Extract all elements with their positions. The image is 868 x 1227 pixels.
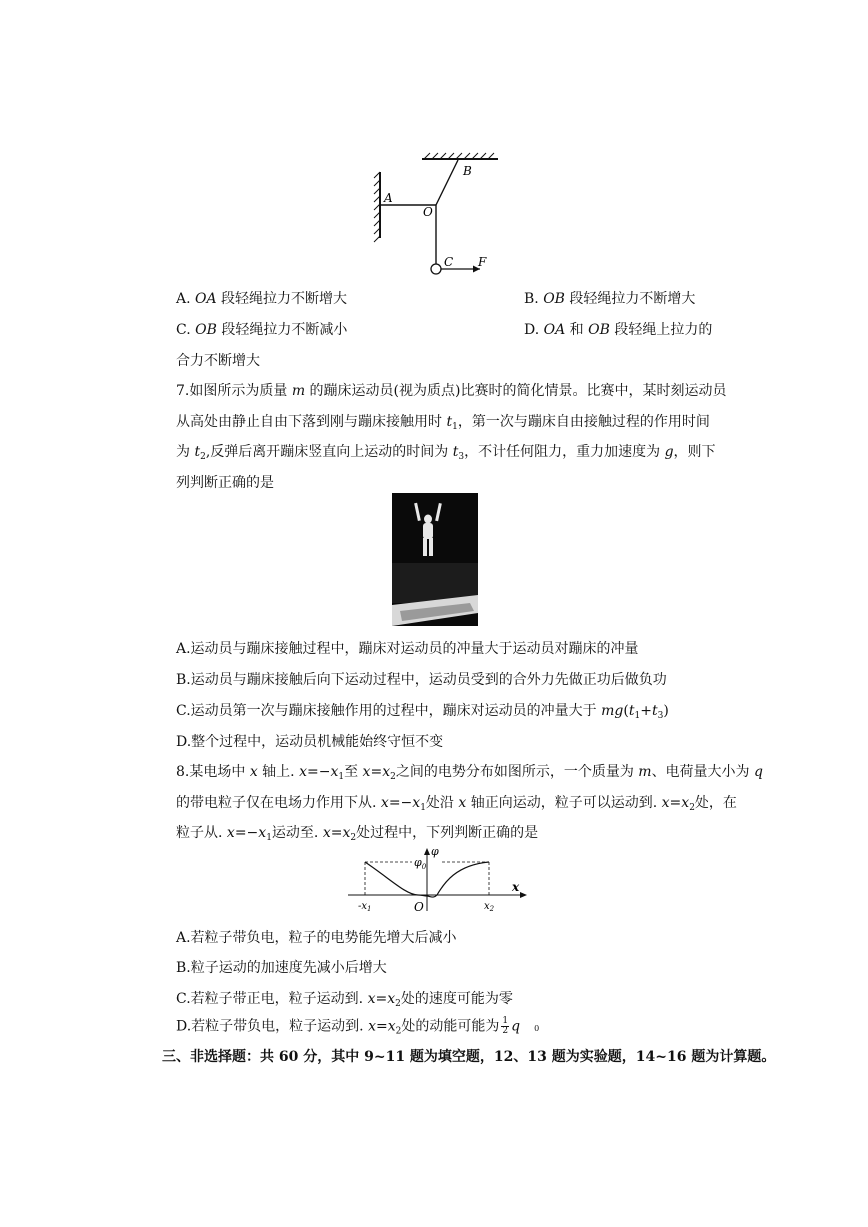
q7-option-d: D.整个过程中，运动员机械能始终守恒不变 — [176, 734, 444, 750]
label-a: A — [384, 191, 393, 205]
label-f: F — [478, 255, 487, 269]
q8-stem-line2: 的带电粒子仅在电场力作用下从. $x=-x_1$处沿 x 轴正向运动，粒子可以运动到. $x=x_2$处，在 — [176, 795, 737, 813]
q7-option-b: B.运动员与蹦床接触后向下运动过程中，运动员受到的合外力先做正功后做负功 — [176, 672, 667, 688]
potential-graph — [344, 843, 534, 915]
label-b: B — [463, 164, 472, 178]
q7-stem-line1: 7.如图所示为质量 m 的蹦床运动员(视为质点)比赛时的简化情景。比赛中，某时刻运动员 — [176, 383, 727, 399]
phi-label: φ — [431, 845, 439, 858]
q7-option-a: A.运动员与蹦床接触过程中，蹦床对运动员的冲量大于运动员对蹦床的冲量 — [176, 641, 639, 657]
phi0-label: $\varphi_0$ — [414, 856, 427, 871]
label-c: C — [444, 255, 454, 269]
q8-option-d: D.若粒子带负电，粒子运动到. $x=x_2$处的动能可能为 $\frac{1}{2}$ q 0 — [176, 1016, 540, 1037]
q8-option-a: A.若粒子带负电，粒子的电势能先增大后减小 — [176, 930, 457, 946]
x2-label: $x_2$ — [484, 901, 495, 913]
q8-stem-line3: 粒子从. $x=-x_1$运动至. $x=x_2$处过程中，下列判断正确的是 — [176, 825, 539, 843]
q6-option-d: D. OA 和 OB 段轻绳上拉力的 — [524, 322, 713, 338]
q7-stem-line3: 为 $t_2$,反弹后离开蹦床竖直向上运动的时间为 $t_3$，不计任何阻力，重力加速度为 g，则下 — [176, 444, 716, 462]
rope-diagram — [370, 152, 500, 280]
q7-option-c: C.运动员第一次与蹦床接触作用的过程中，蹦床对运动员的冲量大于 $mg(t_1+t_3)$ — [176, 703, 669, 721]
x-axis-label: x — [512, 880, 520, 894]
label-o: O — [423, 205, 433, 219]
q7-stem-line2: 从高处由静止自由下落到刚与蹦床接触用时 $t_1$，第一次与蹦床自由接触过程的作用时间 — [176, 414, 710, 432]
section-3-heading: 三、非选择题：共 60 分，其中 9~11 题为填空题，12、13 题为实验题，14~16 题为计算题。 — [162, 1049, 776, 1065]
fraction-one-half: $\frac{1}{2}$ — [502, 1016, 509, 1036]
q7-stem-line4: 列判断正确的是 — [176, 475, 274, 491]
q8-option-c: C.若粒子带正电，粒子运动到. $x=x_2$处的速度可能为零 — [176, 991, 513, 1009]
q8-stem-line1: 8.某电场中 x 轴上. $x=-x_1$至 $x=x_2$之间的电势分布如图所示，一个质量为 m、电荷量大小为 q — [176, 764, 763, 782]
trampoline-photo — [392, 493, 478, 626]
origin-label: O — [414, 900, 424, 914]
q6-option-c: C. OB 段轻绳拉力不断减小 — [176, 322, 348, 338]
neg-x1-label: $-x_1$ — [358, 901, 372, 913]
q6-option-b: B. OB 段轻绳拉力不断增大 — [524, 291, 696, 307]
q6-option-a: A. OA 段轻绳拉力不断增大 — [176, 291, 348, 307]
q8-option-b: B.粒子运动的加速度先减小后增大 — [176, 960, 387, 976]
q6-option-d-continued: 合力不断增大 — [176, 353, 260, 369]
